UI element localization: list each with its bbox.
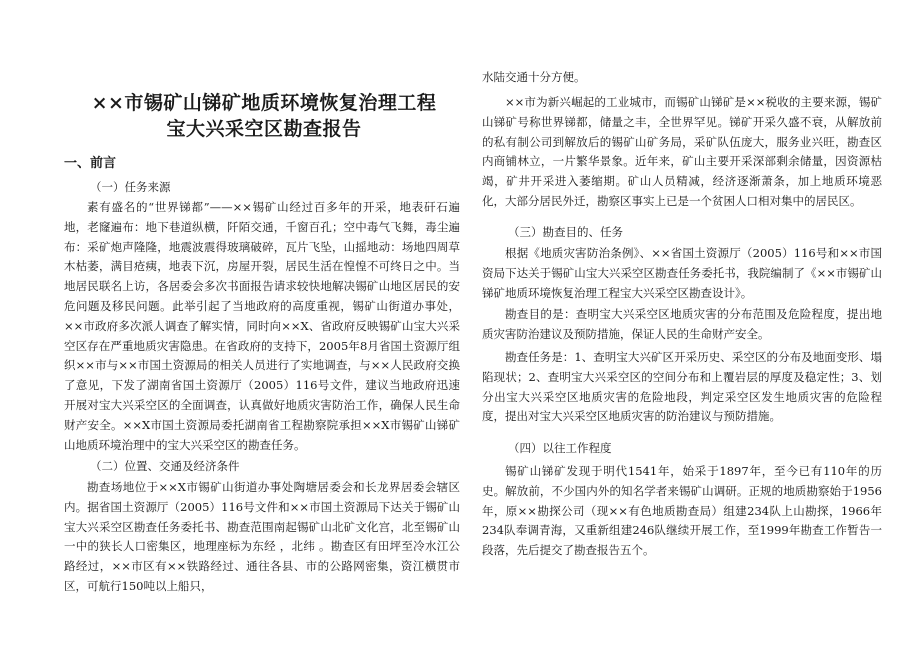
paragraph-economy: ××市为新兴崛起的工业城市，而锡矿山锑矿是××税收的主要来源，锡矿山锑矿号称世界锑都，储量之丰，全世界罕见。锑矿开采久盛不衰，从解放前的私有制公司到解放后的锡矿山矿务局，采矿队伍庞大，服务业兴旺，勘查区内商铺林立，一片繁华景象。近年来，矿山主要开采深部剩余储量，因资源枯竭，矿井开采进入萎缩期。矿山人员精减，经济逐渐萧条，加上地质环境恶化，大部分居民外迁，勘察区事实上已是一个贫困人口相对集中的居民区。 [482, 95, 882, 208]
subheading-location: （二）位置、交通及经济条件 [90, 459, 240, 473]
subheading-purpose: （三）勘查目的、任务 [508, 225, 623, 239]
subheading-task-source: （一）任务来源 [90, 180, 171, 194]
paragraph-previous-work: 锡矿山锑矿发现于明代1541年，始采于1897年，至今已有110年的历史。解放前，不少国内外的知名学者来锡矿山调研。正规的地质勘察始于1956年，原××勘探公司（现××有色地质勘查局）组建234队上山勘探，1966年234队奉调青海，又重新组建246队继续开展工作，至1999年勘查工作暂告一段落，先后提交了勘查报告五个。 [482, 464, 882, 558]
section-heading-preface: 一、前言 [64, 156, 117, 171]
document-title-line1: ××市锡矿山锑矿地质环境恢复治理工程 [91, 92, 437, 114]
paragraph-location-continued: 水陆交通十分方便。 [482, 70, 586, 84]
paragraph-location: 勘查场地位于××X市锡矿山街道办事处陶塘居委会和长龙界居委会辖区内。据省国土资源厅（2005）116号文件和××市国土资源局下达关于锡矿山宝大兴采空区勘查任务委托书、勘查范围南起锡矿山北矿文化宫，北至锡矿山一中的狭长人口密集区，地理座标为东经 ，北纬 。勘查区有田坪至冷水江公路经过，××市区有××铁路经过、通往各县、市的公路网密集，资江横贯市区，可航行150吨以上船只， [64, 480, 460, 593]
paragraph-purpose: 勘查目的是：查明宝大兴采空区地质灾害的分布范围及危险程度，提出地质灾害防治建议及预防措施，保证人民的生命财产安全。 [482, 307, 882, 341]
subheading-previous-work: （四）以往工作程度 [508, 441, 612, 455]
document-title-line2: 宝大兴采空区勘查报告 [166, 118, 362, 140]
paragraph-task-source: 素有盛名的“世界锑都”——××锡矿山经过百多年的开采，地表矸石遍地，老窿遍布：地下巷道纵横，阡陌交通，千窗百孔；空中毒气飞舞，毒尘遍布：采矿炮声隆隆，地震波震得玻璃破碎，瓦片飞坠，山摇地动：场地四周草木枯萎，满目疮痍，地表下沉，房屋开裂，居民生活在惶惶不可终日之中。当地居民联名上访，各居委会多次书面报告请求较快地解决锡矿山地区居民的安危问题及移民问题。此举引起了当地政府的高度重视，锡矿山街道办事处，××市政府多次派人调查了解实情，同时向××X、省政府反映锡矿山宝大兴采空区存在严重地质灾害隐患。在省政府的支持下，2005年8月省国土资源厅组织××市与××市国土资源局的相关人员进行了实地调查，与××人民政府交换了意见，下发了湖南省国土资源厅（2005）116号文件，建议当地政府迅速开展对宝大兴采空区的全面调查，认真做好地质灾害防治工作，确保人民生命财产安全。××X市国土资源局委托湖南省工程勘察院承担××X市锡矿山锑矿山地质环境治理中的宝大兴采空区的勘查任务。 [64, 200, 460, 452]
paragraph-tasks: 勘查任务是：1、查明宝大兴矿区开采历史、采空区的分布及地面变形、塌陷现状；2、查明宝大兴采空区的空间分布和上覆岩层的厚度及稳定性；3、划分出宝大兴采空区地质灾害的危险地段，判定采空区发生地质灾害的危险程度，提出对宝大兴采空区地质灾害的防治建议与预防措施。 [482, 350, 882, 424]
paragraph-basis: 根据《地质灾害防治条例》、××省国土资源厅（2005）116号和××市国资局下达关于锡矿山宝大兴采空区勘查任务委托书，我院编制了《××市锡矿山锑矿地质环境恢复治理工程宝大兴采空区勘查设计》。 [482, 246, 882, 300]
